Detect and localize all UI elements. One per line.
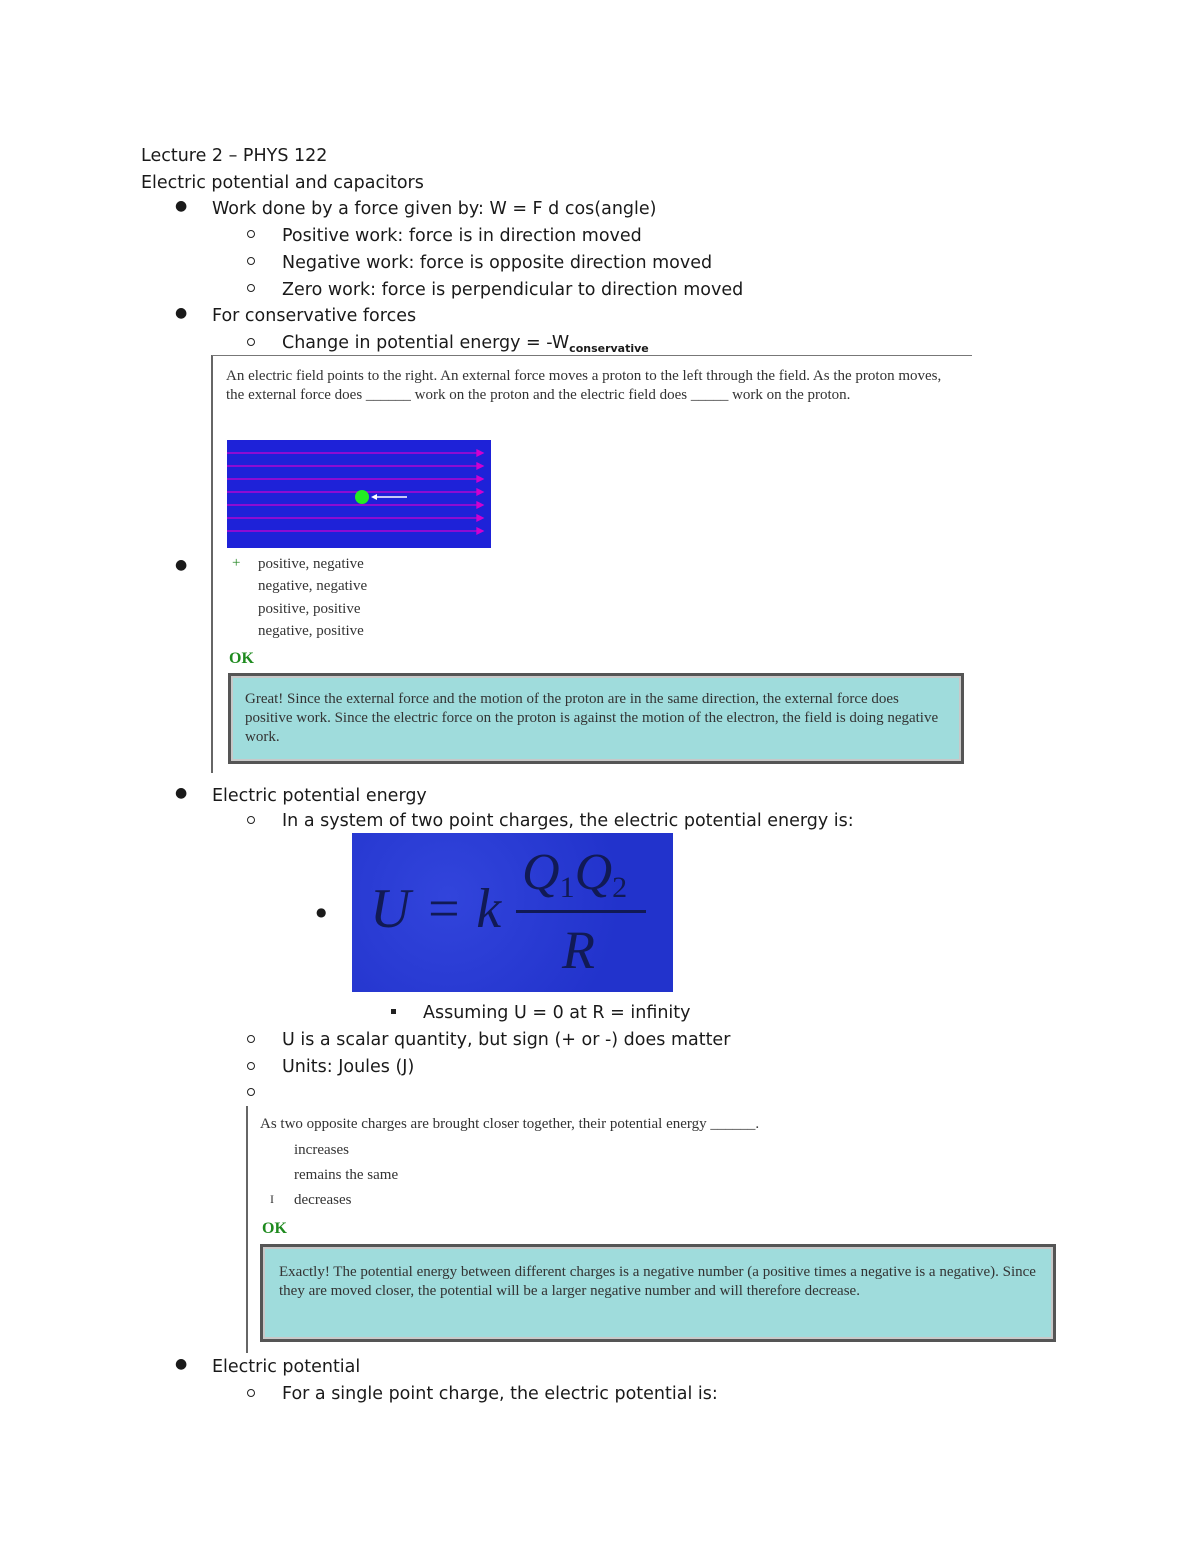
quiz2-ok-label: OK [262,1220,287,1237]
assuming-zero: Assuming U = 0 at R = infinity [423,1003,691,1023]
quiz2-feedback-text: Exactly! The potential energy between different charges is a negative number (a positive times a negative is a negative). Since they are moved closer, the potential will be a larger negative number and will therefore decrease. [279,1264,1036,1299]
formula-numerator [522,843,627,902]
bullet-icon: ● [175,1356,188,1372]
conservative-subscript: conservative [569,342,649,355]
sub-bullet-icon [247,338,255,346]
sub-bullet-icon [247,1062,255,1070]
sub-sub-bullet-icon [391,1009,396,1014]
work-definition: Work done by a force given by: W = F d cos(angle) [212,199,657,219]
sub-bullet-icon [247,1389,255,1397]
sub-bullet-icon [247,230,255,238]
potential-energy-change-text: Change in potential energy = -W [282,333,570,353]
conservative-forces: For conservative forces [212,306,417,326]
document-subtitle: Electric potential and capacitors [141,173,424,193]
negative-work: Negative work: force is opposite direction moved [282,253,713,273]
potential-energy-change [282,332,649,356]
electric-field-diagram [227,440,491,548]
quiz2-option[interactable]: remains the same [294,1167,399,1183]
q1-subscript: 1 [559,871,575,904]
quiz1-option[interactable]: positive, negative [258,556,364,572]
formula-image [352,833,673,992]
quiz1-option[interactable]: negative, negative [258,578,368,594]
quiz1-top-border [212,355,972,356]
quiz2-feedback-box [260,1244,1056,1342]
quiz1-selected-marker: + [232,555,241,571]
q2-symbol: Q [574,844,613,901]
fraction-bar [516,910,646,913]
zero-work: Zero work: force is perpendicular to direction moved [282,280,744,300]
quiz2-question: As two opposite charges are brought closer together, their potential energy ______. [260,1116,760,1132]
quiz1-option[interactable]: negative, positive [258,623,364,639]
sub-bullet-icon [247,816,255,824]
positive-work: Positive work: force is in direction moved [282,226,642,246]
scalar-quantity: U is a scalar quantity, but sign (+ or -) does matter [282,1030,731,1050]
quiz1-panel [214,357,972,773]
quiz2-selected-marker: I [270,1192,274,1206]
quiz1-option[interactable]: positive, positive [258,601,361,617]
sub-bullet-icon [247,1035,255,1043]
quiz1-feedback-text: Great! Since the external force and the motion of the proton are in the same direction, the external force does positive work. Since the electric force on the proton is against the motion of the electron, the field is doing negative work. [245,691,939,745]
single-point-charge: For a single point charge, the electric potential is: [282,1384,718,1404]
electric-potential-energy: Electric potential energy [212,786,427,806]
formula-denominator: R [562,920,595,980]
quiz2-option[interactable]: decreases [294,1192,352,1208]
bullet-icon: ● [175,305,188,321]
electric-potential: Electric potential [212,1357,361,1377]
quiz2-panel [248,1106,1070,1353]
bullet-icon: ● [175,785,188,801]
epe-system: In a system of two point charges, the electric potential energy is: [282,811,854,831]
quiz1-left-border [211,355,213,773]
quiz2-option[interactable]: increases [294,1142,349,1158]
quiz1-feedback-box [228,673,964,764]
bullet-icon: ● [175,557,188,573]
sub-bullet-icon [247,257,255,265]
quiz1-ok-label: OK [229,650,254,667]
formula-lhs: U = k [370,878,502,940]
q2-subscript: 2 [612,871,628,904]
sub-bullet-icon [247,284,255,292]
bullet-icon: ● [175,198,188,214]
quiz1-question: An electric field points to the right. An external force moves a proton to the left through the field. As the proton moves, the external force does ______ work on the proton and the electric field does _____ work on the proton. [226,368,942,403]
units-joules: Units: Joules (J) [282,1057,415,1077]
q1-symbol: Q [522,844,560,901]
bullet-icon: ● [316,905,327,919]
document-title: Lecture 2 – PHYS 122 [141,146,328,166]
sub-bullet-icon [247,1088,255,1096]
